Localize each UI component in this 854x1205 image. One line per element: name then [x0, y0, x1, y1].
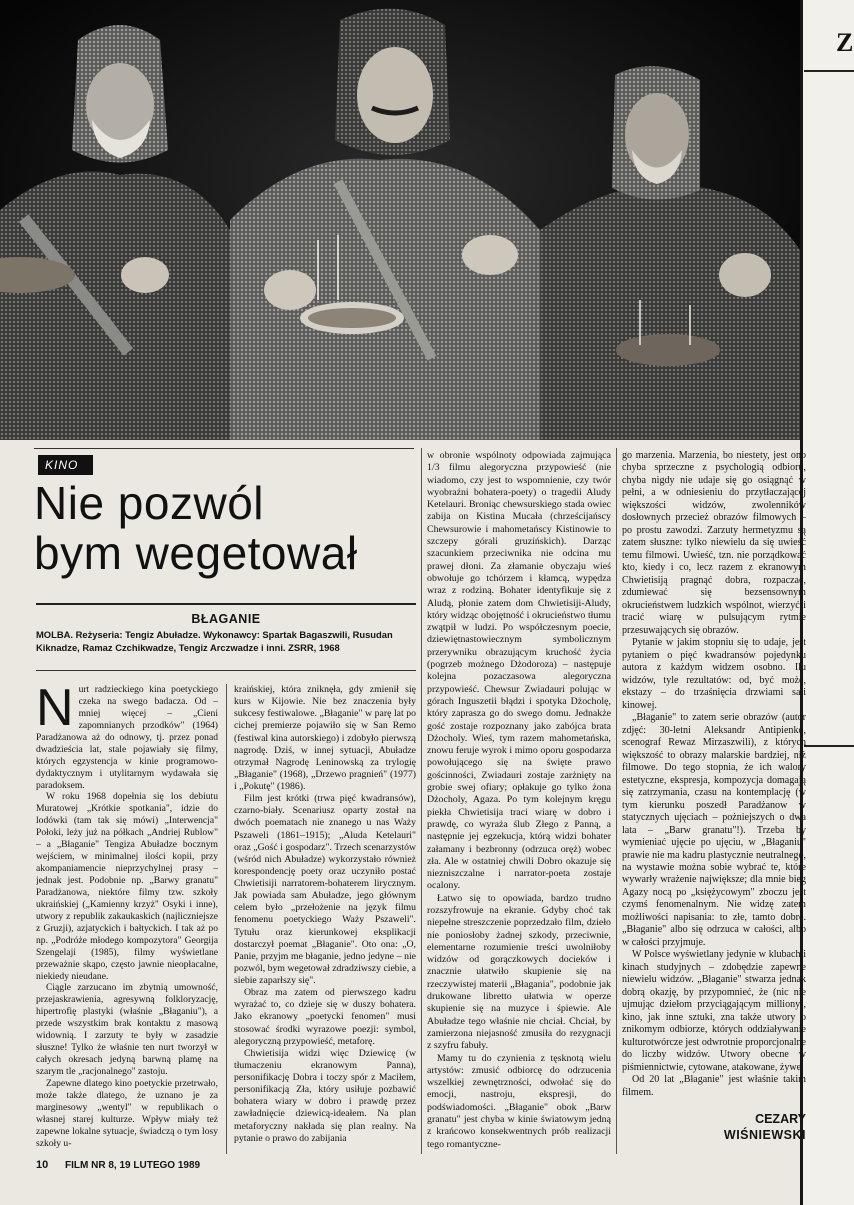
author-first-name: CEZARY — [755, 1112, 806, 1126]
credits-rule-bottom — [36, 670, 416, 671]
col3-paragraph: w obronie wspólnoty odpowiada zajmująca 1/3 filmu alegoryczna przypowieść (nie wiadomo, czy jest to wspomnienie, czy twór wyobraźni bohatera-poety) o tragedii Aludy Ketelauri. Broniąc chewsurskiego stada owiec zabija on Kistina Mucała (chrześcijańscy Chewsurowie i mahometańscy Kistinowie to szczepy górali gruzińskich). Darząc szacunkiem przeciwnika nie odcina mu prawej dłoni. Za złamanie obyczaju wieś obwołuje go tchórzem i kłamcą, wypędza wraz z rodziną. Bohater identyfikuje się z Aludą, płonie zatem dom Chwietisiji-Aludy, który widząc obojętność i okrucieństwo tłumu zwątpił w ludzi. Po współczesnym poecie, dziewiętnastowiecznym symbolicznym przerywniku obrazującym kruchość życia (pogrzeb możnego Dżodoroza) – następuje kolejna pozaczasowa alegoryczna przypowieść. Chewsur Zwiadauri polując w górach Inguszetii błądzi i spotyka Dżocholę, który zaprasza go do swego domu. Jednakże gość zostaje rozpoznany jako zabójca brata Dżocholy. Wieś, tym razem mahometańska, znowu feruje wyrok i mimo oporu gospodarza powołującego się na święte prawo gościnności, Zwiadauri zostaje zarżnięty na grobie swej ofiary; opłakuje go tylko żona Dżocholy, Agaza. Po tym kolejnym kręgu piekła Chwietisija traci wiarę w dobro i prawdę, co wyraża ślub Złego z Panną, a następnie jej egzekucja, którą widzi bohater załamany i bezbronny (odrzuca oręż) wobec zła. Ale w ostatniej chwili Dobro okazuje się niezniszczalne i narrator-poeta zostaje ocalony. — [427, 450, 611, 892]
credits-rule-top — [36, 603, 416, 605]
col4-paragraph: go marzenia. Marzenia, bo niestety, jest ono chyba sprzeczne z psychologią odbioru, chyba nigdy nie udaje się go osiągnąć w pełni, a w odniesieniu do przytłaczającej większości widzów, zwolenników dosłownych przecież obrazów filmowych – po prostu zawodzi. Zarzuty hermetyzmu są zatem słuszne: tylko niewielu da się uwieść temu filmowi. Uwieść, tzn. nie porządkować kto, kiedy i co, lecz razem z ekranowym Chwietisiją pragnąć dobra, rozpaczać, zdumiewać się bezsensownym okrucieństwem ludzkich wspólnot, wierzyć i tracić wiarę w pulsującym rytmie przesuwających się obrazów. — [622, 450, 806, 636]
col2-paragraph: kraińskiej, która zniknęła, gdy zmienił się kurs w Kijowie. Nie bez znaczenia były sukcesy festiwalowe. „Błaganie" w parę lat po cichej premierze pojawiło się w San Remo (festiwal kina autorskiego) i zdobyło pierwszą nagrodę. Dziś, w innej sytuacji, Abuładze otrzymał Nagrodę Leninowską za trylogię „Błaganie" (1968), „Drzewo pragnień" (1977) i „Pokutę" (1986). — [234, 684, 416, 792]
author-last-name: WIŚNIEWSKI — [723, 1128, 806, 1142]
article-column-4 — [622, 450, 806, 1108]
film-credits: MOLBA. Reżyseria: Tengiz Abuładze. Wykonawcy: Spartak Bagaszwili, Rusudan Kiknadze, Ramaz Czchikwadze, Tengiz Arczwadze i inni. ZSRR, 1968 — [36, 629, 393, 653]
col1-paragraph-text: urt radzieckiego kina poetyckiego czeka na swego badacza. Od – mniej więcej – „Cieni zapomnianych przodków" (1964) Paradżanowa aż do odnowy, tj. przez ponad dwadzieścia lat, stale pojawiały się filmy, których egzystencja w kinie programowo-dydaktycznym i utylitarnym wydawała się paradoksem. — [36, 684, 218, 791]
col1-paragraph — [36, 684, 218, 791]
title-line-1: Nie pozwól — [34, 477, 264, 529]
film-still-illustration — [0, 0, 800, 440]
film-still-photo — [0, 0, 800, 440]
col1-paragraph: W roku 1968 dopełnia się los debiutu Muratowej „Krótkie spotkania", idzie do lodówki (tam tak się mówi) „Interwencja" Połoki, leży już na półkach „Andriej Rublow" – a „Błaganie" Tengiza Abuładze bocznym wejściem, w minimalnej ilości kopii, przy akompaniamencie nieprzychylnej prasy – jednak jest. Podobnie np. „Barwy granatu" Paradżanowa, niektóre filmy tzw. szkoły ukraińskiej („Kamienny krzyż" Osyki i inne), utwory z republik zakaukaskich (najliczniejsze z Gruzji), azjatyckich i bałtyckich. I tak aż po np. „Podróże młodego kompozytora" Georgija Szengelaji (1985), filmy wyświetlane przeważnie skąpo, często jawnie nieopłacalne, niekiedy nieudane. — [36, 791, 218, 982]
col3-paragraph: Łatwo się to opowiada, bardzo trudno rozszyfrowuje na ekranie. Gdyby choć tak niepełne streszczenie poprzedzało film, dzieło nie poniosłoby żadnej szkody, przeciwnie, elementarne rozumienie treści uwolniłoby widzów od gorączkowych docieków i znacznie ułatwiło skupienie się na rzeczywistej materii „Błagania", podobnie jak drukowane libretto ułatwia w operze skupienie się na muzyce i śpiewie. Ale Abuładze tego właśnie nie chciał. Chciał, by zamierzona niejasność zmusiła do rezygnacji z szyfru fabuły. — [427, 892, 611, 1052]
col2-paragraph: Chwietisija widzi więc Dziewicę (w tłumaczeniu ekranowym Panna), personifikację Dobra i toczy spór z Maciłem, personifikacją Zła, który usiłuje pozbawić bohatera wiary w dobro i prawdę przez zawładnięcie dziewicą-ideałem. Na plan metaforyczny nakłada się plan realny. Na pytanie o prawo do zabijania — [234, 1047, 416, 1144]
column-divider — [421, 448, 422, 1154]
article-column-2 — [234, 684, 416, 1154]
section-tag: KINO — [38, 455, 93, 475]
header-rule — [34, 448, 414, 449]
col1-paragraph: Ciągle zarzucano im zbytnią umowność, przejaskrawienia, agresywną folkloryzację, hipertrofię plastyki (właśnie „Błaganiu"), a przede wszystkim brak kontaktu z masową widownią. I zarzuty te były w zasadzie słuszne! Tylko że właśnie ten nurt tworzył w całych okresach jedyną barwną plamę na szarym tle „racjonalnego" zastoju. — [36, 982, 218, 1077]
strip-rule-middle — [804, 745, 854, 747]
adjacent-page-strip — [800, 0, 854, 1205]
article-column-3 — [427, 450, 611, 1154]
film-title: BŁAGANIE — [191, 612, 261, 626]
page-number: 10 — [36, 1159, 49, 1171]
col3-paragraph: Mamy tu do czynienia z tęsknotą wielu artystów: zmusić odbiorcę do odrzucenia wszelkiej zewnętrzności, odwołać się do emocji, nastroju, ekspresji, do podświadomości. „Błaganie" obok „Barw granatu" jest chyba w kinie światowym jedną z krańcowo konsekwentnych prób realizacji tego romantyczne- — [427, 1052, 611, 1150]
col4-paragraph: „Błaganie" to zatem serie obrazów (autor zdjęć: 30-letni Aleksandr Antipienko, scenograf Rewaz Mirzaszwili), z których większość to obrazy malarskie bardziej, niż filmowe. Do tego stopnia, że ich walory estetyczne, ekspresja, kompozycja domagają się zatrzymania, czasu na kontemplację (w tym kierunku poszedł Paradżanow w statycznych ujęciach – pożniejszych o dwa lata – „Barw granatu"!). Trzeba by wymieniać ujęcie po ujęciu, w „Błaganiu" prawie nie ma kadru plastycznie neutralnego, na wystawie można sobie wybrać te, które wywarły wrażenie największe; dla mnie bieg Agazy nocą po „księżycowym" zboczu jest czymś fenomenalnym. Nie widzę zatem możliwości napisania: to złe, tamto dobre. „Błaganie" albo się odrzuca w całości, albo w całości przyjmuje. — [622, 712, 806, 948]
drop-cap: N — [36, 684, 74, 737]
col1-paragraph: Zapewne dlatego kino poetyckie przetrwało, może także dlatego, że uznano je za marginesowy „wentyl" w republikach o własnej starej kulturze. Wpływ miały też zapewne lokalne sytuacje, świadczą o tym losy szkoły u- — [36, 1077, 218, 1149]
adjacent-page-letter: Z — [836, 28, 854, 57]
page-footer — [36, 1159, 200, 1171]
column-divider — [226, 684, 227, 1154]
issue-info: FILM NR 8, 19 LUTEGO 1989 — [65, 1160, 201, 1171]
title-line-2: bym wegetował — [34, 527, 358, 579]
column-divider — [616, 448, 617, 1154]
col2-paragraph: Obraz ma zatem od pierwszego kadru wyrażać to, co dzieje się w duszy bohatera. Jako ekranowy „poetycki fenomen" musi stosować środki wyrazowe poezji: symbol, alegoryczną przypowieść, metaforę. — [234, 987, 416, 1047]
col4-paragraph: W Polsce wyświetlany jedynie w klubach i kinach studyjnych – zdobędzie zapewne niewielu widzów. „Błaganie" stwarza jednak dobrą okazję, by przypomnieć, że (nic nie ujmując dziełom przyciągającym milliony), kino, jak inne sztuki, zna także utwory o znikomym odbiorze, których oddziaływanie kulturotwórcze jest odwrotnie proporcjonalne do liczby widzów. Utwory obecne w piśmiennictwie, cytowane, atakowane, żywe. — [622, 949, 806, 1073]
article-title — [34, 478, 414, 578]
strip-rule-top — [804, 70, 854, 72]
col2-paragraph: Film jest krótki (trwa pięć kwadransów), czarno-biały. Scenariusz oparty został na dwóch poematach nie znanego u nas Waży Pszaweli (1861–1915); „Aluda Ketelauri" oraz „Gość i gospodarz". Trzech scenarzystów (wśród nich Abuładze) wykorzystało również korespondencję poety oraz uczyniło postać Chwietisiji narratorem-bohaterem lirycznym. Jak powiada sam Abuładze, jego głównym celem było „przełożenie na język filmu fenomenu poetyckiego Waży Pszaweli". Tytułu oraz kierunkowej eksplikacji dostarczył poemat „Błaganie". Oto ona: „O, Panie, przyjm me błaganie, jedno jedyne – nie pozwól, bym wegetował zdradziwszy ciebie, a siebie zaparłszy się". — [234, 793, 416, 986]
col4-paragraph: Pytanie w jakim stopniu się to udaje, jest pytaniem o pięć kwadransów pojedynku autora z każdym widzem osobno. Ilu widzów, tyle rezultatów: od, być może, ekstazy – do trzaśnięcia drzwiami sali kinowej. — [622, 637, 806, 711]
col4-paragraph: Od 20 lat „Błaganie" jest właśnie takim filmem. — [622, 1074, 806, 1098]
article-column-1 — [36, 684, 218, 1154]
